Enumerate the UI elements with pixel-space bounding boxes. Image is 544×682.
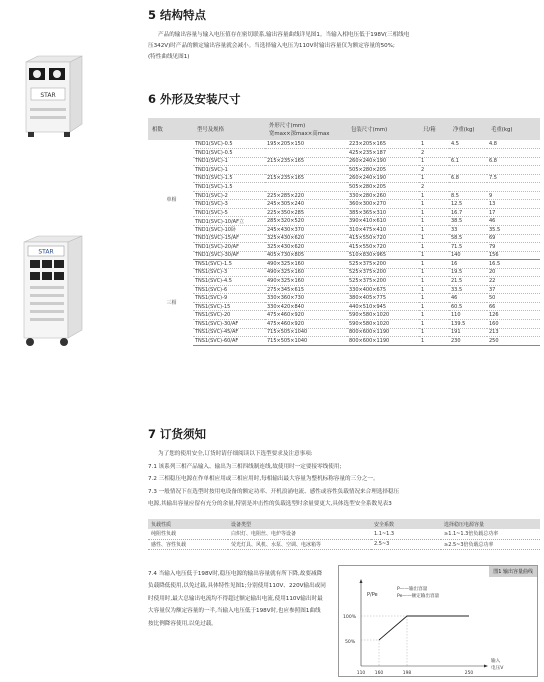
table-cell (487, 149, 540, 158)
load-header-type: 负载性质 (148, 519, 228, 529)
table-cell: 1 (419, 277, 449, 286)
table-cell: TND1(SVC)-0.5 (193, 149, 265, 158)
table-cell (449, 149, 487, 158)
table-cell: 1 (419, 285, 449, 294)
table-row (148, 217, 540, 226)
table-cell: 415×550×720 (347, 243, 419, 252)
table-row (148, 277, 540, 286)
table-cell: 715×505×1040 (265, 337, 347, 346)
dimension-table (148, 118, 540, 346)
table-row (148, 319, 540, 328)
table-cell: TND1(SVC)-1.5 (193, 174, 265, 183)
table-cell: 1 (419, 302, 449, 311)
table-cell: TNS1(SVC)-3 (193, 268, 265, 277)
table-cell: TND1(SVC)-20/AF (193, 243, 265, 252)
section-5-line: 产品的输出容量与输入电压值存在密切联系,输出容量曲线详见图1。当输入相电压低于198V(三相线电 (158, 32, 410, 38)
table-cell: 1 (419, 225, 449, 234)
table-row (148, 311, 540, 320)
table-cell: ≥1.1~1.3倍负载总功率 (441, 529, 540, 539)
header-size-label: 外形尺寸(mm) (269, 123, 306, 129)
section-7-text (148, 448, 399, 511)
phase-label: 单相 (166, 197, 177, 204)
table-cell: 16.5 (487, 260, 540, 269)
table-cell: 19.5 (449, 268, 487, 277)
x-tick-label: 198 (402, 671, 412, 676)
table-row (148, 200, 540, 209)
section-5-title: 5 结构特点 (148, 8, 207, 22)
table-cell: 1 (419, 234, 449, 243)
table-cell: 13 (487, 200, 540, 209)
table-cell: 223×205×165 (347, 140, 419, 149)
table-cell: TNS1(SVC)-20 (193, 311, 265, 320)
figure-title: 图1 输出容量曲线 (489, 566, 537, 577)
table-cell: TNS1(SVC)-4.5 (193, 277, 265, 286)
table-cell: TNS1(SVC)-1.5 (193, 260, 265, 269)
table-cell: 330×360×730 (265, 294, 347, 303)
table-cell: 2.5~3 (371, 539, 441, 549)
table-cell: 1 (419, 319, 449, 328)
table-row (148, 243, 540, 252)
table-cell: 215×235×165 (265, 157, 347, 166)
legend-pe: Pe——额定输出容量 (397, 594, 440, 599)
table-cell: 1 (419, 191, 449, 200)
table-cell: 1 (419, 337, 449, 346)
table-row (148, 251, 540, 260)
table-cell: 360×300×270 (347, 200, 419, 209)
table-cell: 7.5 (487, 174, 540, 183)
table-cell: 69 (487, 234, 540, 243)
table-cell: 139.5 (449, 319, 487, 328)
table-row (148, 260, 540, 269)
table-cell: 33.5 (449, 285, 487, 294)
table-cell (449, 166, 487, 175)
table-cell (265, 149, 347, 158)
table-cell: TNS1(SVC)-45/AF (193, 328, 265, 337)
table-row (148, 140, 540, 149)
table-cell: 475×460×920 (265, 311, 347, 320)
table-cell: TND1(SVC)-10卧 (193, 225, 265, 234)
table-cell: TND1(SVC)-5 (193, 208, 265, 217)
table-cell: 260×240×190 (347, 157, 419, 166)
header-net: 净重(kg) (449, 118, 487, 140)
table-cell: 60.5 (449, 302, 487, 311)
table-cell: 6.8 (487, 157, 540, 166)
table-cell: 白炽灯、电阻丝、电炉等设备 (228, 529, 371, 539)
header-pack: 包装尺寸(mm) (347, 118, 419, 140)
table-cell: 490×325×160 (265, 277, 347, 286)
table-cell: 250 (487, 337, 540, 346)
table-cell: 213 (487, 328, 540, 337)
table-row (148, 166, 540, 175)
table-row (148, 328, 540, 337)
header-size-sub: 宽max×深max×高max (269, 131, 330, 137)
single-phase-product-photo (20, 52, 90, 140)
table-row (148, 149, 540, 158)
table-cell: 1 (419, 208, 449, 217)
table-cell: 9 (487, 191, 540, 200)
table-cell: TNS1(SVC)-6 (193, 285, 265, 294)
table-row (148, 234, 540, 243)
table-cell: 1 (419, 268, 449, 277)
table-cell: 590×580×1020 (347, 319, 419, 328)
table-cell: 20 (487, 268, 540, 277)
table-cell: 390×410×610 (347, 217, 419, 226)
section-5-line: (特性曲线见图1) (148, 54, 190, 60)
y-tick-50: 50% (345, 640, 356, 645)
table-cell: 325×430×620 (265, 243, 347, 252)
table-cell: 1.1~1.3 (371, 529, 441, 539)
three-phase-product-photo (18, 232, 92, 350)
table-cell: 110 (449, 311, 487, 320)
table-cell: 160 (487, 319, 540, 328)
section-7-title: 7 订货须知 (148, 427, 207, 441)
capacity-curve-svg (339, 566, 539, 678)
x-tick-label: 160 (374, 671, 384, 676)
table-cell: 330×420×840 (265, 302, 347, 311)
table-cell (265, 166, 347, 175)
table-cell: 325×430×620 (265, 234, 347, 243)
table-cell (487, 166, 540, 175)
table-row (148, 268, 540, 277)
table-cell: TND1(SVC)-1.5 (193, 183, 265, 192)
table-row (148, 208, 540, 217)
table-cell: TND1(SVC)-1 (193, 157, 265, 166)
table-row (148, 285, 540, 294)
table-cell: 490×325×160 (265, 268, 347, 277)
section-7-line: 为了您的使用安全,订货时请仔细阅读以下选型要求及注意事项: (158, 451, 313, 457)
table-cell: 380×405×775 (347, 294, 419, 303)
legend-p: P——输出容量 (397, 587, 428, 592)
x-axis-label-2: 电压V (491, 666, 504, 671)
table-row (148, 183, 540, 192)
section-5-text (148, 30, 409, 63)
table-cell: 1 (419, 217, 449, 226)
table-cell: 590×580×1020 (347, 311, 419, 320)
load-factor-table (148, 519, 540, 550)
table-cell: 715×505×1040 (265, 328, 347, 337)
section-7-4-text: 7.4 当输入电压低于198V时,稳压电源的输出容量就有所下降,故要减降负载降低使用,以免过载,具体特性见图1;分别使用110V、220V输出或同时使用时,最大总输出电流均不得超过额定输出电流,使用110V输出时最大容量仅为额定容量的一半,当输入电压低于198V时,也应参照图1曲线按比例降容使用,以免过载。 (148, 571, 326, 627)
table-cell: 505×280×205 (347, 166, 419, 175)
table-cell: 285×320×520 (265, 217, 347, 226)
table-cell: 505×280×205 (347, 183, 419, 192)
table-cell: TNS1(SVC)-15 (193, 302, 265, 311)
table-row (148, 191, 540, 200)
table-cell: 50 (487, 294, 540, 303)
load-header-device: 设备类型 (228, 519, 371, 529)
table-cell: 140 (449, 251, 487, 260)
table-cell: 425×235×187 (347, 149, 419, 158)
x-axis-arrow (484, 665, 488, 668)
table-cell: 2 (419, 149, 449, 158)
table-row (148, 302, 540, 311)
x-tick-label: 110 (356, 671, 366, 676)
table-cell: 纯阻性负载 (148, 529, 228, 539)
x-tick-label: 250 (464, 671, 474, 676)
section-7-line: 电源,其输出容量应留有充分的余量,特别是冲击性的负载选型时余量要更大,具体选型安全系数见表3 (148, 501, 392, 508)
table-cell: 405×730×805 (265, 251, 347, 260)
table-cell: TNS1(SVC)-60/AF (193, 337, 265, 346)
table-cell: 245×430×370 (265, 225, 347, 234)
table-cell: 195×205×150 (265, 140, 347, 149)
table-cell: 6.8 (449, 174, 487, 183)
table-cell: 415×550×720 (347, 234, 419, 243)
table-cell: 156 (487, 251, 540, 260)
table-cell: TND1(SVC)-2 (193, 191, 265, 200)
table-cell: 230 (449, 337, 487, 346)
y-axis-arrow (360, 579, 363, 583)
table-cell: 1 (419, 328, 449, 337)
phase-label: 三相 (166, 299, 177, 306)
table-cell: 16.7 (449, 208, 487, 217)
table-cell: 440×510×945 (347, 302, 419, 311)
header-gross: 毛重(kg) (487, 118, 540, 140)
table-cell: TND1(SVC)-0.5 (193, 140, 265, 149)
section-7-line: 7.2 三相稳压电源在作单相应用或三相应用时,每相输出最大容量为整机标称容量的三分之一。 (148, 476, 379, 483)
table-cell: 16 (449, 260, 487, 269)
table-cell: 6.1 (449, 157, 487, 166)
table-cell: 58.5 (449, 234, 487, 243)
photo-badge: STAR (40, 92, 56, 99)
table-cell: 1 (419, 294, 449, 303)
table-cell: 1 (419, 260, 449, 269)
table-cell: 800×600×1190 (347, 337, 419, 346)
table-cell: 800×600×1190 (347, 328, 419, 337)
table-cell: 126 (487, 311, 540, 320)
table-cell: 33 (449, 225, 487, 234)
table-cell: TND1(SVC)-1 (193, 166, 265, 175)
table-cell: 1 (419, 174, 449, 183)
capacity-curve (379, 616, 469, 640)
table-cell: 22 (487, 277, 540, 286)
dimension-table-header (148, 118, 540, 140)
table-cell: TND1(SVC)-10/AF立 (193, 217, 265, 226)
table-cell: 35.5 (487, 225, 540, 234)
table-cell: 510×830×965 (347, 251, 419, 260)
header-model: 型号及规格 (193, 118, 265, 140)
table-cell: 1 (419, 157, 449, 166)
y-tick-100: 100% (343, 615, 357, 620)
table-cell: 46 (487, 217, 540, 226)
table-cell: 1 (419, 251, 449, 260)
table-cell: 37 (487, 285, 540, 294)
table-cell: 191 (449, 328, 487, 337)
table-cell: ≥2.5~3倍负载总功率 (441, 539, 540, 549)
table-cell (487, 183, 540, 192)
table-cell: 4.5 (449, 140, 487, 149)
table-cell: 490×325×160 (265, 260, 347, 269)
table-cell: 79 (487, 243, 540, 252)
table-cell: 225×285×220 (265, 191, 347, 200)
table-cell: 310×475×410 (347, 225, 419, 234)
table-cell: TND1(SVC)-3 (193, 200, 265, 209)
table-cell: 2 (419, 183, 449, 192)
output-capacity-figure (338, 565, 538, 677)
table-row (148, 529, 540, 539)
table-cell: TNS1(SVC)-30/AF (193, 319, 265, 328)
table-cell: 感性、容性负载 (148, 539, 228, 549)
table-cell: TND1(SVC)-30/AF (193, 251, 265, 260)
table-cell: 2 (419, 166, 449, 175)
table-cell: 21.5 (449, 277, 487, 286)
table-cell: 330×280×260 (347, 191, 419, 200)
table-row (148, 294, 540, 303)
header-qty: 只/箱 (419, 118, 449, 140)
table-cell: 385×365×310 (347, 208, 419, 217)
table-cell: 475×460×920 (265, 319, 347, 328)
table-cell: 525×375×200 (347, 277, 419, 286)
table-cell: 38.5 (449, 217, 487, 226)
table-cell: 215×235×165 (265, 174, 347, 183)
table-cell: 46 (449, 294, 487, 303)
table-cell: 4.8 (487, 140, 540, 149)
table-cell: 260×240×190 (347, 174, 419, 183)
section-6-title: 6 外形及安装尺寸 (148, 92, 241, 106)
table-row (148, 174, 540, 183)
table-cell: 525×375×200 (347, 260, 419, 269)
table-row (148, 539, 540, 549)
table-cell: 1 (419, 200, 449, 209)
table-cell: TND1(SVC)-15/AF (193, 234, 265, 243)
table-cell: 荧光灯具、风机、水泵、空调、电冰箱等 (228, 539, 371, 549)
table-cell: TNS1(SVC)-9 (193, 294, 265, 303)
table-cell: 1 (419, 311, 449, 320)
load-header-factor: 安全系数 (371, 519, 441, 529)
header-size (265, 118, 347, 140)
y-axis-label: P/Pe (367, 592, 378, 598)
photo-badge-2: STAR (38, 248, 54, 256)
table-cell: 66 (487, 302, 540, 311)
x-axis-label-1: 输入 (491, 659, 501, 664)
table-cell: 525×375×200 (347, 268, 419, 277)
table-cell: 17 (487, 208, 540, 217)
table-cell: 330×400×675 (347, 285, 419, 294)
table-cell: 225×350×285 (265, 208, 347, 217)
table-cell (449, 183, 487, 192)
table-cell: 1 (419, 140, 449, 149)
table-cell: 8.5 (449, 191, 487, 200)
header-phase: 相数 (148, 118, 193, 140)
table-cell: 1 (419, 243, 449, 252)
table-cell: 275×345×615 (265, 285, 347, 294)
load-header-capacity: 选择稳压电源容量 (441, 519, 540, 529)
table-cell (265, 183, 347, 192)
load-table-header (148, 519, 540, 529)
table-cell: 71.5 (449, 243, 487, 252)
table-cell: 245×305×240 (265, 200, 347, 209)
section-5-line: 压342V)时产品的额定输出容量就会减小。当选择输入电压为110V时输出容量仅为额定容量的50%; (148, 43, 395, 49)
table-row (148, 337, 540, 346)
section-7-line: 7.3 一般情况下在选型时按用电设备的额定功率、开机浪涌电流、感性或容性负载情况来合理选择稳压 (148, 488, 400, 495)
section-7-line: 7.1 该系列三相产品输入、输出为三相四线制连线,故使用时一定要接零线使用; (148, 463, 342, 470)
table-row (148, 225, 540, 234)
table-row (148, 157, 540, 166)
table-cell: 12.5 (449, 200, 487, 209)
